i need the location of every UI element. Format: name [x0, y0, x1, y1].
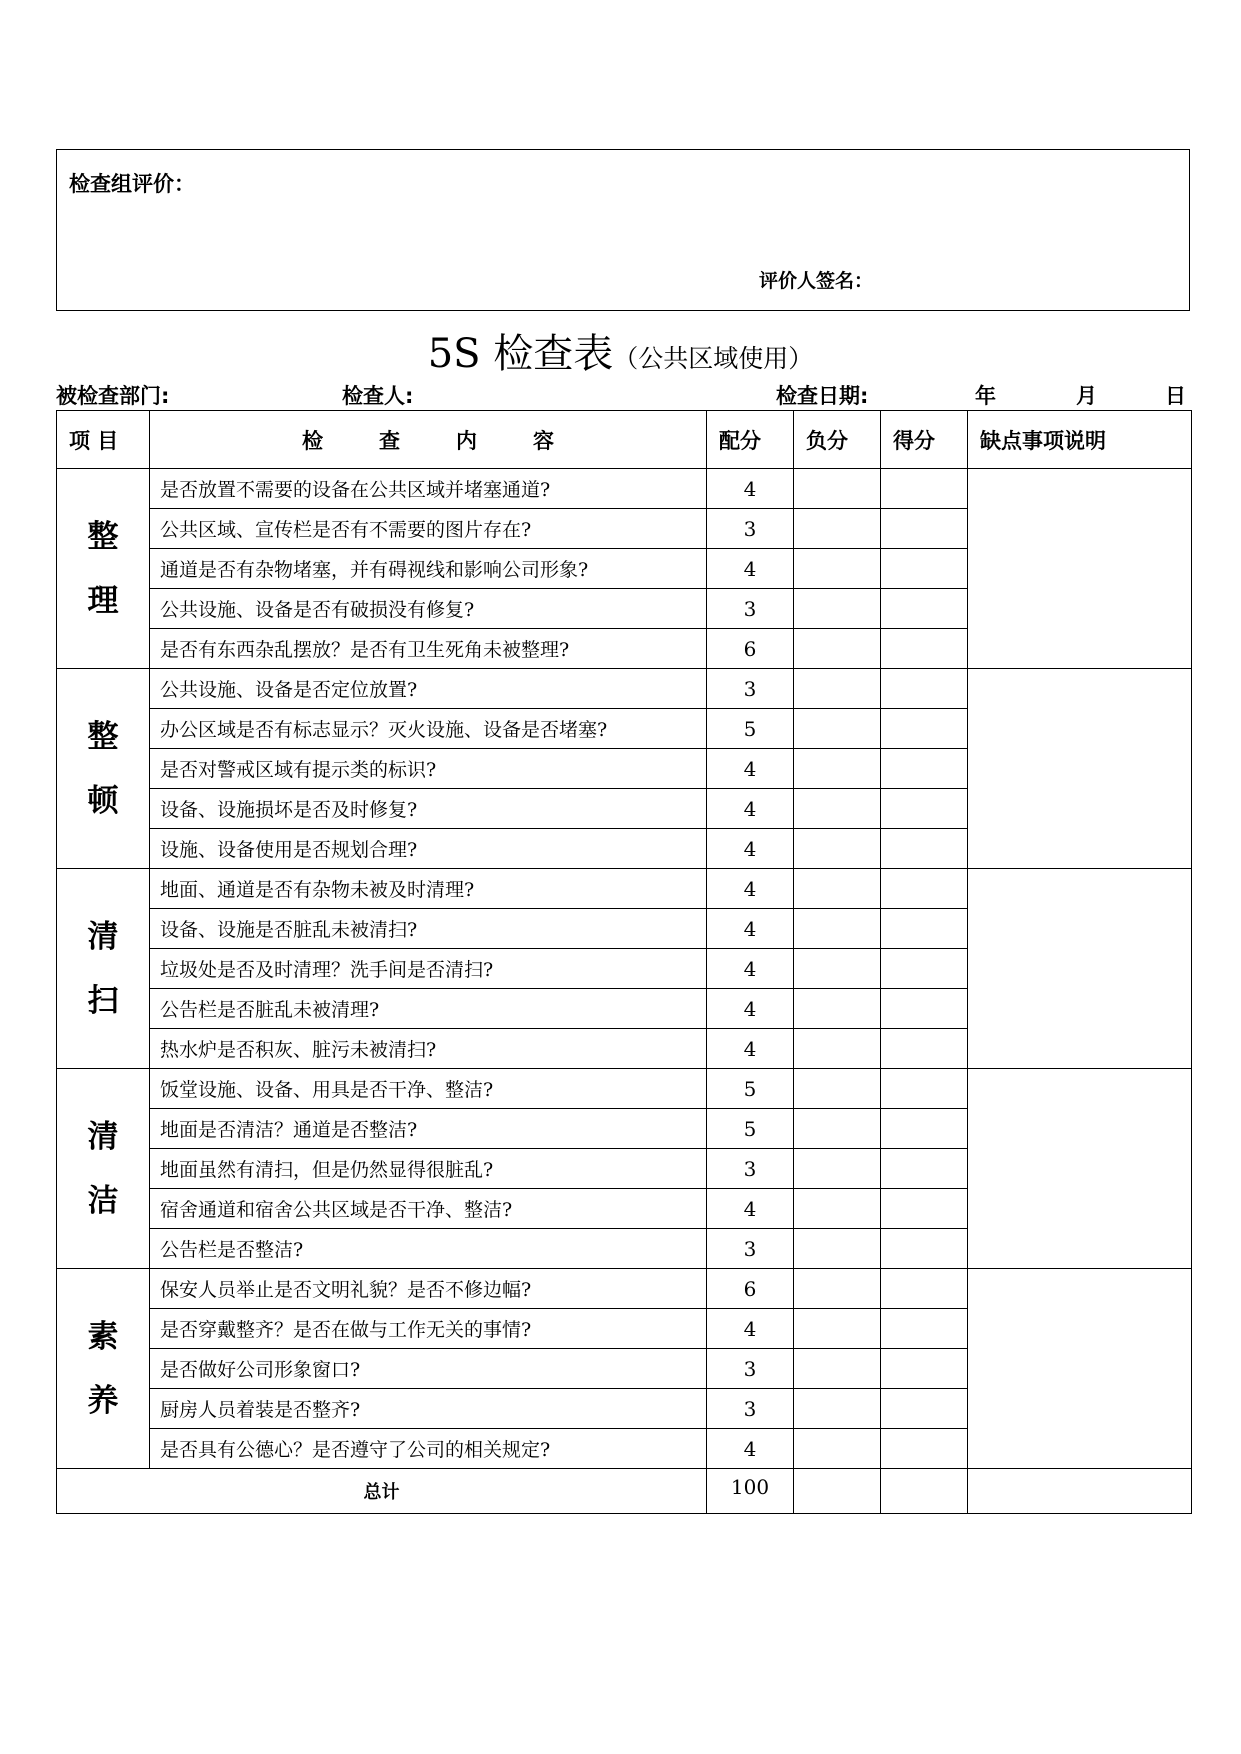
deduct-cell[interactable] [794, 589, 881, 629]
inspector-label: 检查人: [342, 384, 414, 408]
check-item-text: 是否做好公司形象窗口? [150, 1349, 707, 1389]
evaluation-box [56, 149, 1190, 311]
inspection-table [56, 410, 1192, 1514]
section-label-char: 洁 [87, 1182, 119, 1219]
table-row [57, 669, 1192, 709]
score-cell[interactable] [881, 549, 968, 589]
total-score: 100 [707, 1469, 794, 1514]
deduct-cell[interactable] [794, 869, 881, 909]
section-label [57, 1069, 150, 1269]
deduct-cell[interactable] [794, 1389, 881, 1429]
deduct-cell[interactable] [794, 509, 881, 549]
score-cell[interactable] [881, 709, 968, 749]
defects-note-cell[interactable] [968, 869, 1192, 1069]
assigned-score: 4 [707, 989, 794, 1029]
page-title-main: 5S 检查表 [427, 331, 614, 377]
assigned-score: 5 [707, 1069, 794, 1109]
total-score-cell[interactable] [881, 1469, 968, 1514]
score-cell[interactable] [881, 1069, 968, 1109]
defects-note-cell[interactable] [968, 1269, 1192, 1469]
page-title [0, 322, 1241, 379]
score-cell[interactable] [881, 949, 968, 989]
check-item-text: 垃圾处是否及时清理？洗手间是否清扫? [150, 949, 707, 989]
date-label: 检查日期: [776, 384, 869, 408]
score-cell[interactable] [881, 1109, 968, 1149]
score-cell[interactable] [881, 1149, 968, 1189]
section-label-char: 扫 [87, 982, 119, 1019]
assigned-score: 4 [707, 1429, 794, 1469]
score-cell[interactable] [881, 989, 968, 1029]
assigned-score: 4 [707, 909, 794, 949]
check-item-text: 公告栏是否整洁? [150, 1229, 707, 1269]
assigned-score: 4 [707, 949, 794, 989]
section-label-char: 清 [87, 918, 119, 955]
assigned-score: 3 [707, 1149, 794, 1189]
deduct-cell[interactable] [794, 789, 881, 829]
deduct-cell[interactable] [794, 1429, 881, 1469]
deduct-cell[interactable] [794, 549, 881, 589]
header-item: 项 目 [57, 411, 150, 469]
section-label-char: 顿 [87, 782, 119, 819]
section-label-char: 清 [87, 1118, 119, 1155]
total-deduct-cell[interactable] [794, 1469, 881, 1514]
header-content-char: 内 [456, 428, 477, 453]
deduct-cell[interactable] [794, 989, 881, 1029]
deduct-cell[interactable] [794, 1269, 881, 1309]
check-item-text: 是否对警戒区域有提示类的标识? [150, 749, 707, 789]
score-cell[interactable] [881, 629, 968, 669]
deduct-cell[interactable] [794, 829, 881, 869]
score-cell[interactable] [881, 469, 968, 509]
signature-label: 评价人签名： [759, 270, 874, 292]
score-cell[interactable] [881, 509, 968, 549]
table-row [57, 869, 1192, 909]
deduct-cell[interactable] [794, 629, 881, 669]
assigned-score: 4 [707, 1189, 794, 1229]
deduct-cell[interactable] [794, 1349, 881, 1389]
header-deduct: 负分 [794, 411, 881, 469]
header-score: 得分 [881, 411, 968, 469]
assigned-score: 4 [707, 1309, 794, 1349]
check-item-text: 饭堂设施、设备、用具是否干净、整洁? [150, 1069, 707, 1109]
assigned-score: 5 [707, 1109, 794, 1149]
score-cell[interactable] [881, 1269, 968, 1309]
section-label-char: 整 [87, 518, 119, 555]
check-item-text: 办公区域是否有标志显示？灭火设施、设备是否堵塞? [150, 709, 707, 749]
check-item-text: 保安人员举止是否文明礼貌？是否不修边幅? [150, 1269, 707, 1309]
defects-note-cell[interactable] [968, 669, 1192, 869]
deduct-cell[interactable] [794, 1229, 881, 1269]
score-cell[interactable] [881, 909, 968, 949]
score-cell[interactable] [881, 1349, 968, 1389]
assigned-score: 3 [707, 509, 794, 549]
check-item-text: 通道是否有杂物堵塞，并有碍视线和影响公司形象? [150, 549, 707, 589]
check-item-text: 厨房人员着装是否整齐? [150, 1389, 707, 1429]
date-month: 月 [1076, 384, 1097, 408]
assigned-score: 6 [707, 629, 794, 669]
score-cell[interactable] [881, 749, 968, 789]
department-label: 被检查部门: [56, 384, 170, 408]
assigned-score: 4 [707, 469, 794, 509]
deduct-cell[interactable] [794, 1149, 881, 1189]
assigned-score: 4 [707, 789, 794, 829]
header-defects: 缺点事项说明 [968, 411, 1192, 469]
check-item-text: 公共设施、设备是否有破损没有修复? [150, 589, 707, 629]
header-content-char: 容 [533, 428, 554, 453]
section-label [57, 469, 150, 669]
defects-note-cell[interactable] [968, 1069, 1192, 1269]
header-content-char: 查 [379, 428, 400, 453]
score-cell[interactable] [881, 1189, 968, 1229]
score-cell[interactable] [881, 829, 968, 869]
score-cell[interactable] [881, 1029, 968, 1069]
section-label-char: 养 [87, 1382, 119, 1419]
check-item-text: 公告栏是否脏乱未被清理? [150, 989, 707, 1029]
deduct-cell[interactable] [794, 1069, 881, 1109]
deduct-cell[interactable] [794, 469, 881, 509]
deduct-cell[interactable] [794, 949, 881, 989]
check-item-text: 是否具有公德心？是否遵守了公司的相关规定? [150, 1429, 707, 1469]
assigned-score: 4 [707, 549, 794, 589]
header-content [150, 411, 707, 469]
deduct-cell[interactable] [794, 709, 881, 749]
table-row [57, 469, 1192, 509]
assigned-score: 4 [707, 869, 794, 909]
score-cell[interactable] [881, 589, 968, 629]
check-item-text: 是否放置不需要的设备在公共区域并堵塞通道? [150, 469, 707, 509]
date-year: 年 [975, 384, 996, 408]
header-assigned: 配分 [707, 411, 794, 469]
check-item-text: 地面虽然有清扫，但是仍然显得很脏乱? [150, 1149, 707, 1189]
total-label: 总计 [57, 1469, 707, 1514]
score-cell[interactable] [881, 1229, 968, 1269]
check-item-text: 公共区域、宣传栏是否有不需要的图片存在? [150, 509, 707, 549]
deduct-cell[interactable] [794, 749, 881, 789]
deduct-cell[interactable] [794, 1109, 881, 1149]
assigned-score: 6 [707, 1269, 794, 1309]
score-cell[interactable] [881, 669, 968, 709]
assigned-score: 3 [707, 1389, 794, 1429]
check-item-text: 是否穿戴整齐？是否在做与工作无关的事情? [150, 1309, 707, 1349]
evaluation-title: 检查组评价： [69, 172, 195, 196]
deduct-cell[interactable] [794, 1189, 881, 1229]
score-cell[interactable] [881, 789, 968, 829]
check-item-text: 设备、设施是否脏乱未被清扫? [150, 909, 707, 949]
deduct-cell[interactable] [794, 1029, 881, 1069]
table-row [57, 1269, 1192, 1309]
check-item-text: 设备、设施损坏是否及时修复? [150, 789, 707, 829]
section-label [57, 1269, 150, 1469]
assigned-score: 4 [707, 749, 794, 789]
assigned-score: 3 [707, 669, 794, 709]
assigned-score: 4 [707, 1029, 794, 1069]
section-label-char: 素 [87, 1318, 119, 1355]
page-title-sub: （公共区域使用） [613, 344, 814, 373]
section-label [57, 869, 150, 1069]
deduct-cell[interactable] [794, 909, 881, 949]
assigned-score: 4 [707, 829, 794, 869]
header-content-char: 检 [302, 428, 323, 453]
assigned-score: 5 [707, 709, 794, 749]
table-row [57, 1069, 1192, 1109]
assigned-score: 3 [707, 1229, 794, 1269]
check-item-text: 是否有东西杂乱摆放？是否有卫生死角未被整理? [150, 629, 707, 669]
deduct-cell[interactable] [794, 669, 881, 709]
defects-note-cell[interactable] [968, 469, 1192, 669]
deduct-cell[interactable] [794, 1309, 881, 1349]
score-cell[interactable] [881, 869, 968, 909]
section-label-char: 整 [87, 718, 119, 755]
check-item-text: 地面是否清洁？通道是否整洁? [150, 1109, 707, 1149]
table-header-row [57, 411, 1192, 469]
total-row [57, 1469, 1192, 1514]
check-item-text: 热水炉是否积灰、脏污未被清扫? [150, 1029, 707, 1069]
assigned-score: 3 [707, 589, 794, 629]
section-label [57, 669, 150, 869]
check-item-text: 公共设施、设备是否定位放置? [150, 669, 707, 709]
total-defects-cell[interactable] [968, 1469, 1192, 1514]
check-item-text: 设施、设备使用是否规划合理? [150, 829, 707, 869]
assigned-score: 3 [707, 1349, 794, 1389]
date-day: 日 [1165, 384, 1186, 408]
score-cell[interactable] [881, 1389, 968, 1429]
check-item-text: 地面、通道是否有杂物未被及时清理? [150, 869, 707, 909]
section-label-char: 理 [87, 582, 119, 619]
check-item-text: 宿舍通道和宿舍公共区域是否干净、整洁? [150, 1189, 707, 1229]
score-cell[interactable] [881, 1429, 968, 1469]
score-cell[interactable] [881, 1309, 968, 1349]
